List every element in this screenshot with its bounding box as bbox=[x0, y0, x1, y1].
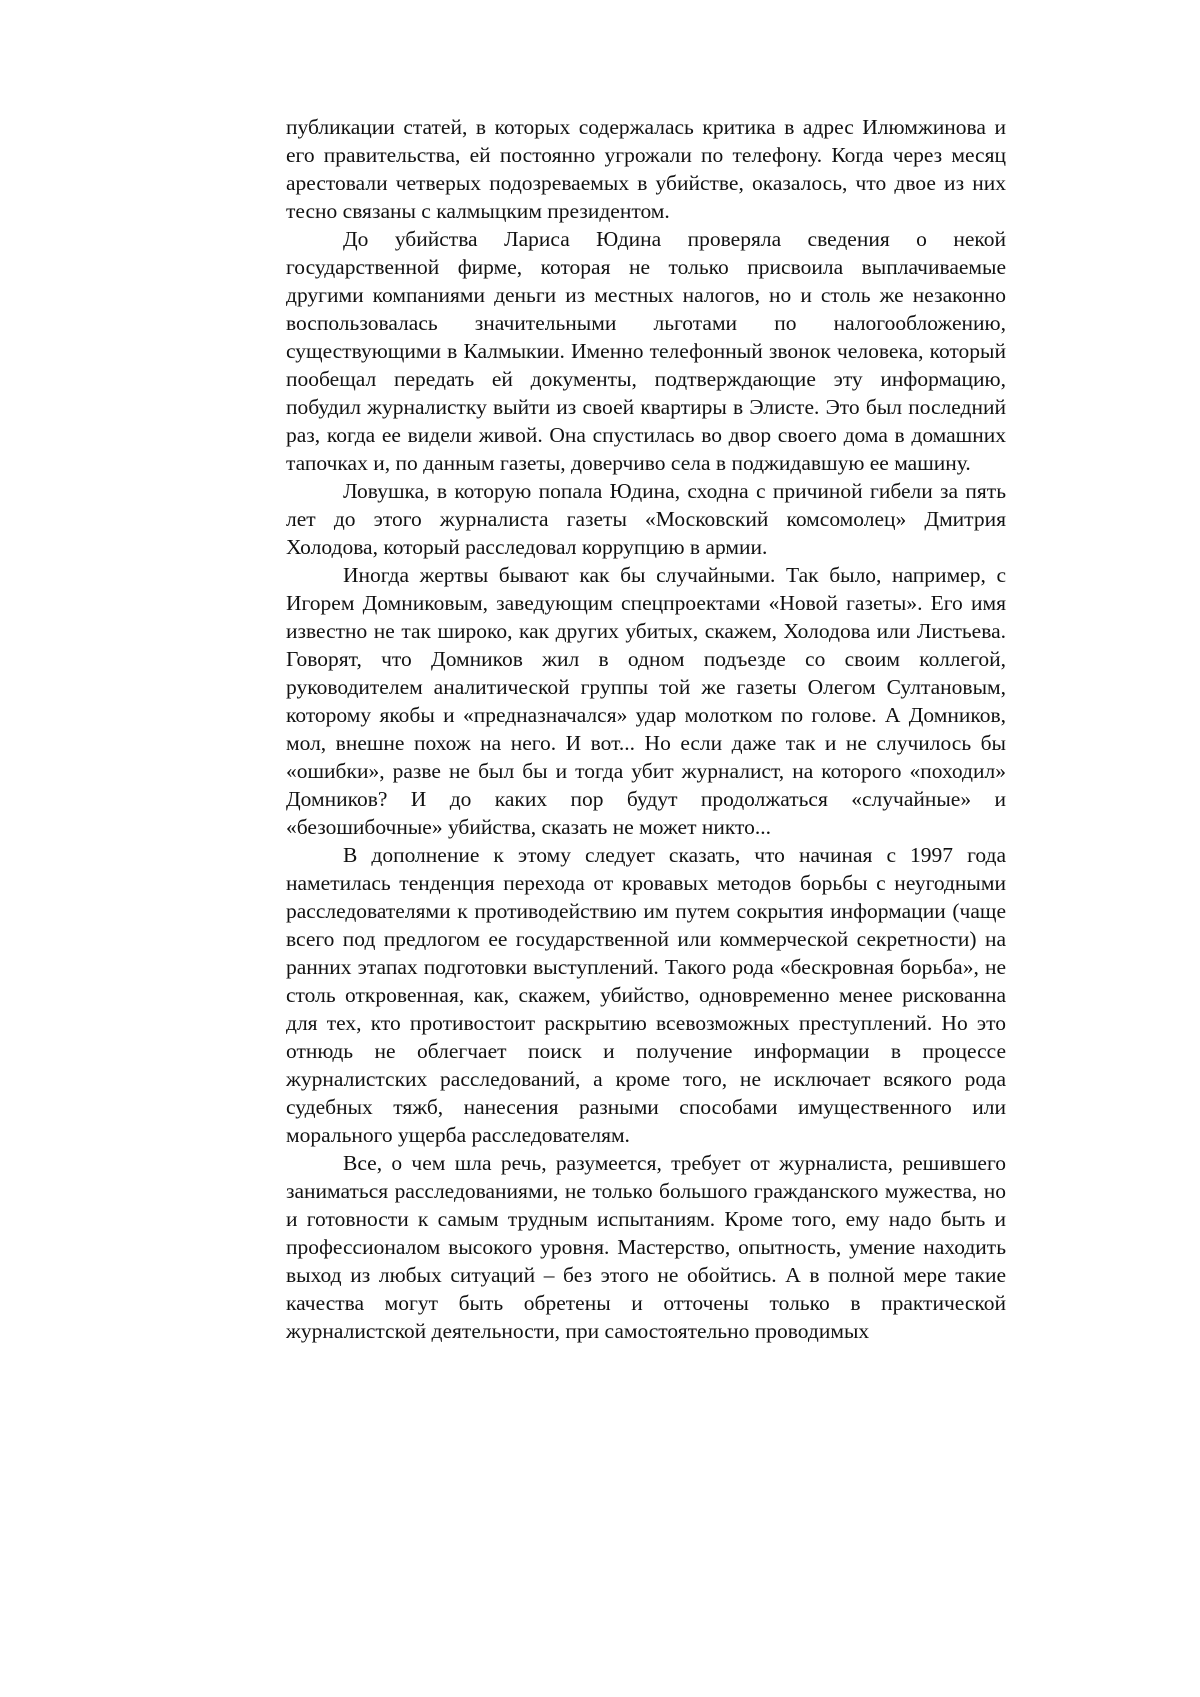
paragraph: В дополнение к этому следует сказать, что начиная с 1997 года наметилась тенденция перехода от кровавых методов борьбы с неугодными расследователями к противодействию им путем сокрытия информации (чаще всего под предлогом ее государственной или коммерческой секретности) на ранних этапах подготовки выступлений. Такого рода «бескровная борьба», не столь откровенная, как, скажем, убийство, одновременно менее рискованна для тех, кто противостоит раскрытию всевозможных преступлений. Но это отнюдь не облегчает поиск и получение информации в процессе журналистских расследований, а кроме того, не исключает всякого рода судебных тяжб, нанесения разными способами имущественного или морального ущерба расследователям. bbox=[286, 843, 1006, 1147]
paragraph: Иногда жертвы бывают как бы случайными. Так было, например, с Игорем Домниковым, заведующим спецпроектами «Новой газеты». Его имя известно не так широко, как других убитых, скажем, Холодова или Листьева. Говорят, что Домников жил в одном подъезде со своим коллегой, руководителем аналитической группы той же газеты Олегом Султановым, которому якобы и «предназначался» удар молотком по голове. А Домников, мол, внешне похож на него. И вот... Но если даже так и не случилось бы «ошибки», разве не был бы и тогда убит журналист, на которого «походил» Домников? И до каких пор будут продолжаться «случайные» и «безошибочные» убийства, сказать не может никто... bbox=[286, 563, 1006, 839]
document-text bbox=[286, 113, 1006, 1345]
paragraph: Все, о чем шла речь, разумеется, требует от журналиста, решившего заниматься расследованиями, не только большого гражданского мужества, но и готовности к самым трудным испытаниям. Кроме того, ему надо быть и профессионалом высокого уровня. Мастерство, опытность, умение находить выход из любых ситуаций – без этого не обойтись. А в полной мере такие качества могут быть обретены и отточены только в практической журналистской деятельности, при самостоятельно проводимых bbox=[286, 1151, 1006, 1343]
paragraph: публикации статей, в которых содержалась критика в адрес Илюмжинова и его правительства, ей постоянно угрожали по телефону. Когда через месяц арестовали четверых подозреваемых в убийстве, оказалось, что двое из них тесно связаны с калмыцким президентом. bbox=[286, 115, 1006, 223]
paragraph: До убийства Лариса Юдина проверяла сведения о некой государственной фирме, которая не только присвоила выплачиваемые другими компаниями деньги из местных налогов, но и столь же незаконно воспользовалась значительными льготами по налогообложению, существующими в Калмыкии. Именно телефонный звонок человека, который пообещал передать ей документы, подтверждающие эту информацию, побудил журналистку выйти из своей квартиры в Элисте. Это был последний раз, когда ее видели живой. Она спустилась во двор своего дома в домашних тапочках и, по данным газеты, доверчиво села в поджидавшую ее машину. bbox=[286, 227, 1006, 475]
paragraph: Ловушка, в которую попала Юдина, сходна с причиной гибели за пять лет до этого журналиста газеты «Московский комсомолец» Дмитрия Холодова, который расследовал коррупцию в армии. bbox=[286, 479, 1006, 559]
